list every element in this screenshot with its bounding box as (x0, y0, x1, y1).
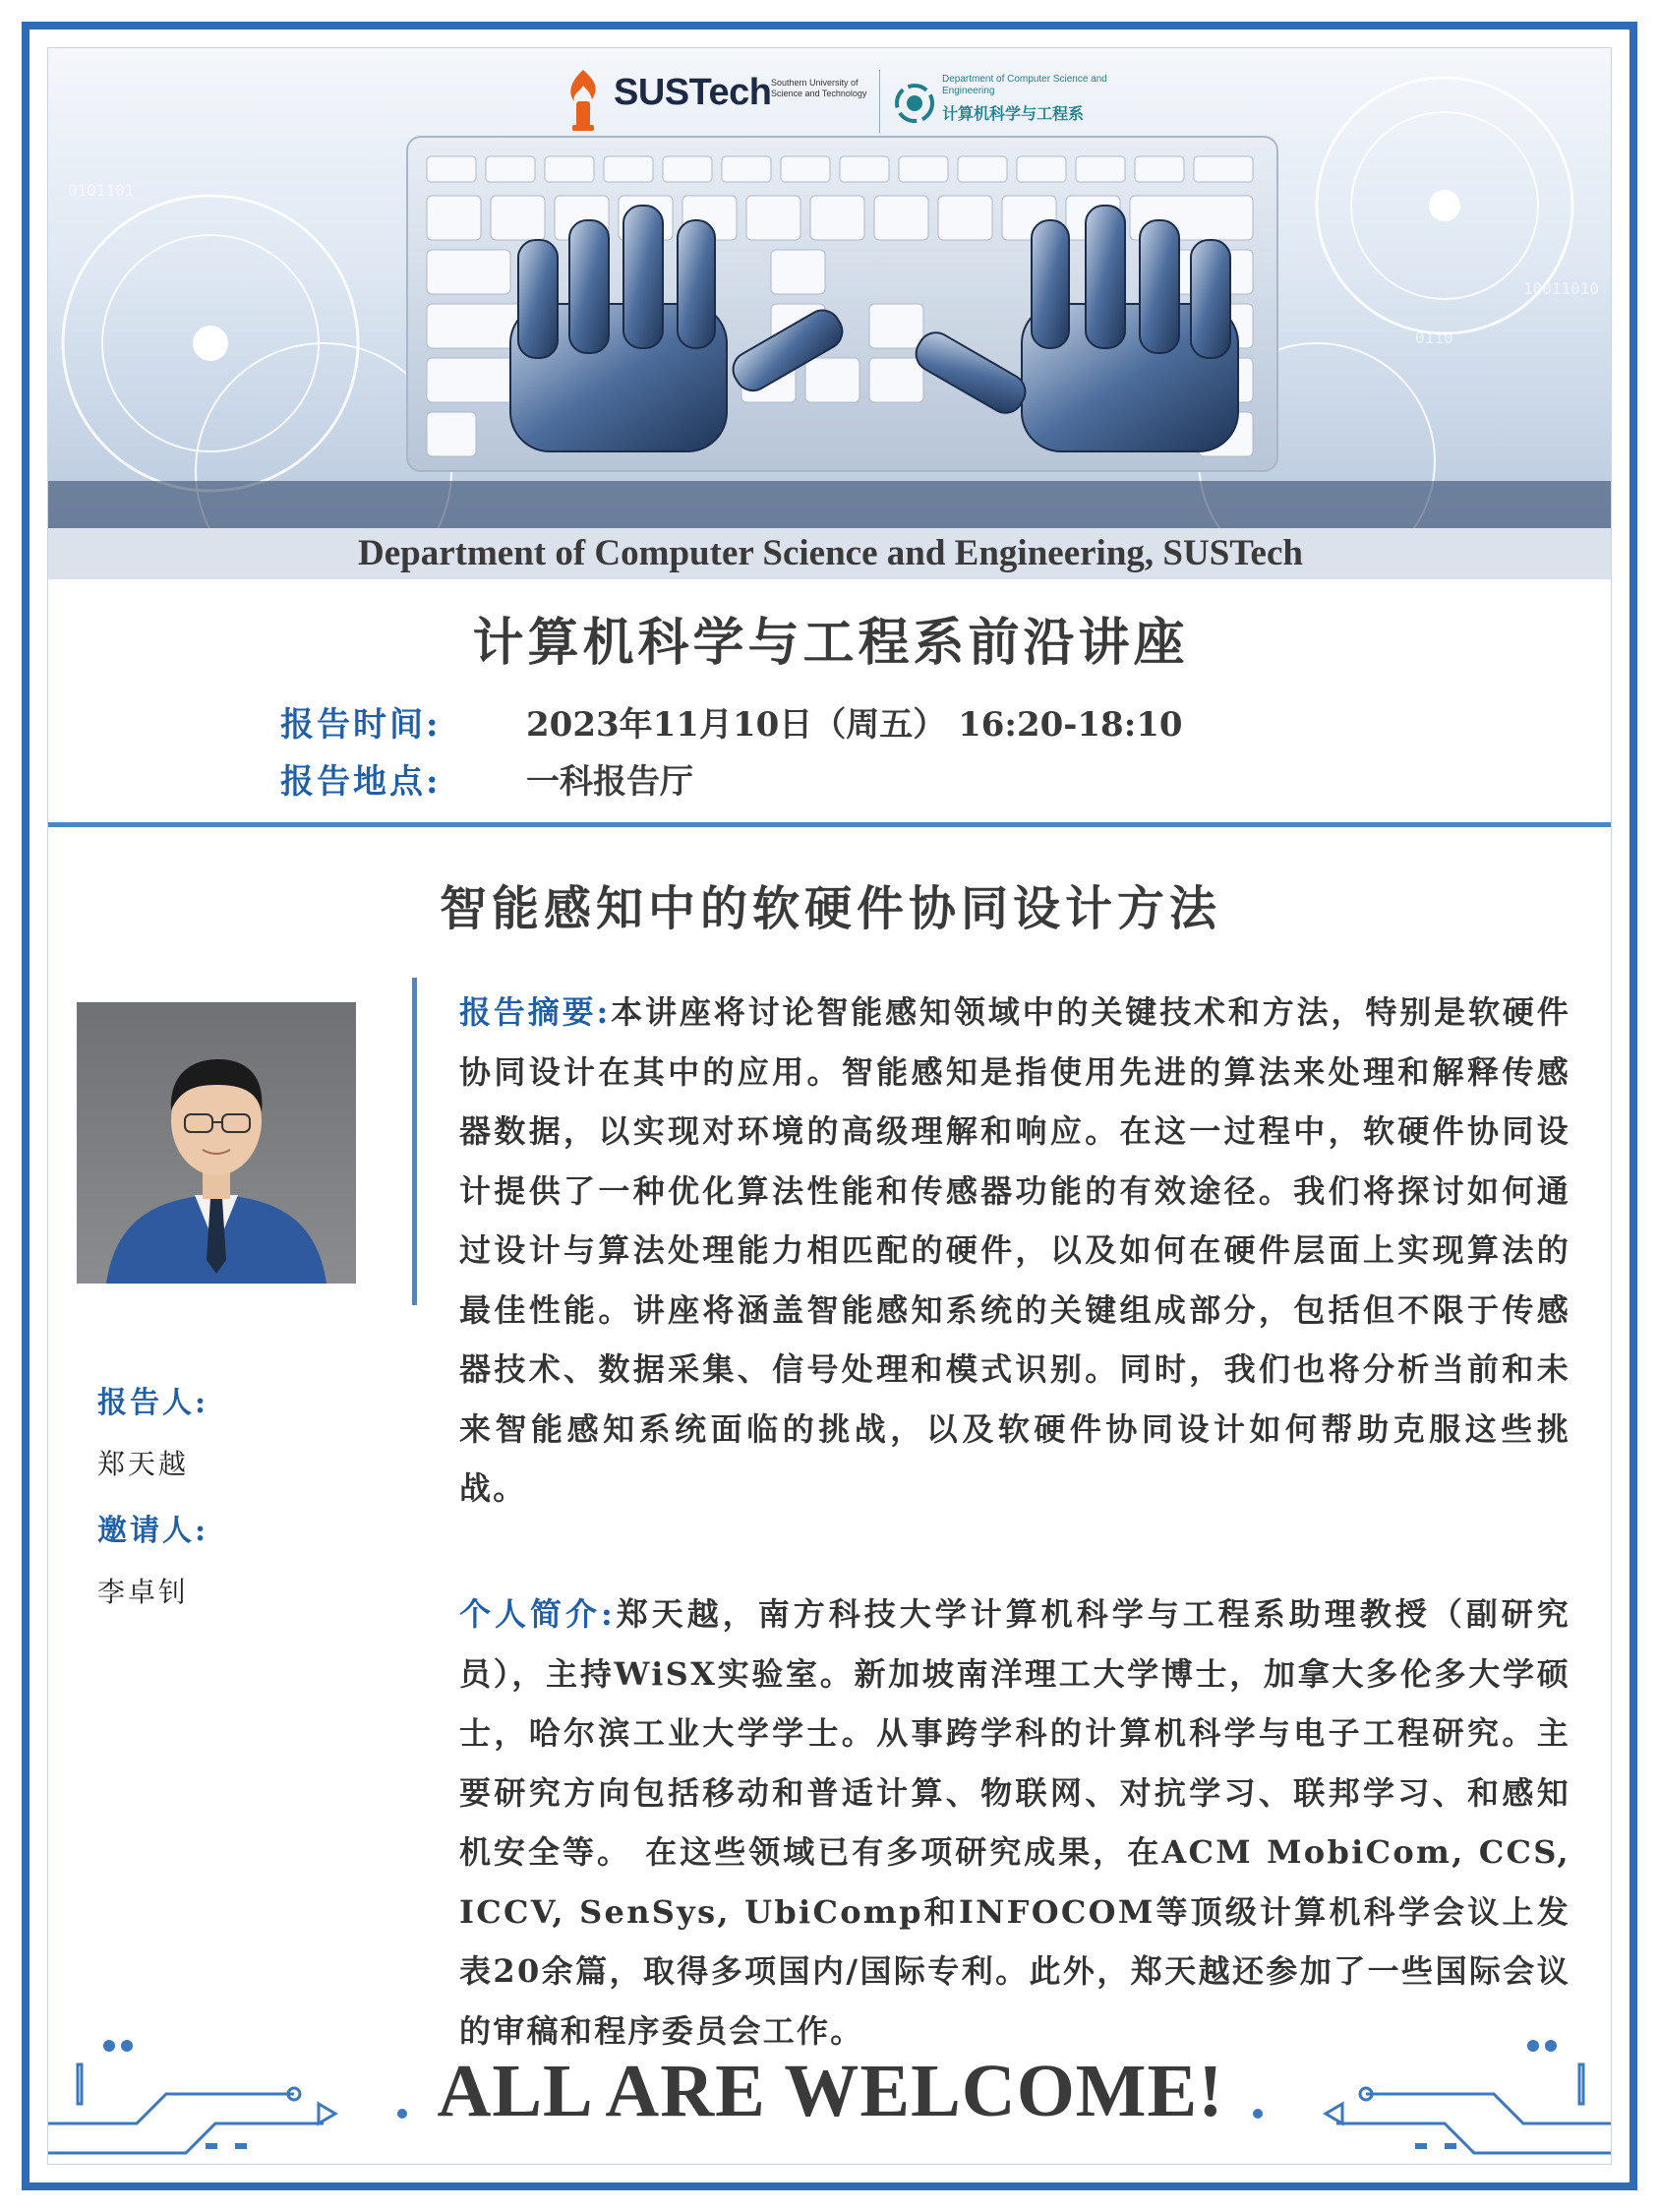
event-title: 计算机科学与工程系前沿讲座 (472, 613, 1189, 673)
svg-text:0110: 0110 (1415, 329, 1453, 347)
department-strip (48, 528, 1612, 579)
header-banner (48, 48, 1612, 528)
torch-icon (559, 66, 608, 135)
abstract-text: 本讲座将讨论智能感知领域中的关键技术和方法，特别是软硬件协同设计在其中的应用。智能感知是指使用先进的算法来处理和解释传感器数据，以实现对环境的高级理解和响应。在这一过程中，软硬件协同设计提供了一种优化算法性能和传感器功能的有效途径。我们将探讨如何通过设计与算法处理能力相匹配的硬件，以及如何在硬件层面上实现算法的最佳性能。讲座将涵盖智能感知系统的关键组成部分，包括但不限于传感器技术、数据采集、信号处理和模式识别。同时，我们也将分析当前和未来智能感知系统面临的挑战，以及软硬件协同设计如何帮助克服这些挑战。 (459, 993, 1570, 1507)
time-row (280, 697, 1183, 746)
host-name: 李卓钊 (97, 1576, 190, 1608)
bio-label: 个人简介: (459, 1595, 616, 1633)
sustech-logo-subtitle: Southern University of Science and Technology (771, 78, 867, 98)
department-line: Department of Computer Science and Engineering, SUSTech (358, 533, 1303, 573)
speaker-portrait-illustration (77, 1002, 356, 1284)
abstract-paragraph (459, 983, 1570, 1519)
section-divider (48, 822, 1612, 827)
bio-paragraph (459, 1584, 1570, 2061)
speaker-name: 郑天越 (97, 1448, 190, 1480)
logo-divider (879, 70, 880, 133)
welcome-banner: ALL ARE WELCOME! (437, 2050, 1224, 2132)
sustech-logo-text: SUSTech (614, 72, 772, 113)
host-label: 邀请人: (97, 1514, 209, 1548)
department-emblem-icon (893, 74, 936, 133)
time-label: 报告时间: (280, 705, 442, 745)
svg-text:10011010: 10011010 (1523, 279, 1600, 298)
logo-row (555, 60, 1145, 143)
abstract-accent-bar (412, 978, 417, 1305)
abstract-label: 报告摘要: (459, 993, 611, 1031)
poster-frame (22, 22, 1637, 2190)
speaker-photo (77, 1002, 356, 1284)
poster-inner (47, 47, 1612, 2165)
time-value: 2023年11月10日（周五） 16:20-18:10 (526, 705, 1183, 745)
bio-text: 郑天越，南方科技大学计算机科学与工程系助理教授（副研究员），主持WiSX实验室。新加坡南洋理工大学博士，加拿大多伦多大学硕士，哈尔滨工业大学学士。从事跨学科的计算机科学与电子工程研究。主要研究方向包括移动和普适计算、物联网、对抗学习、联邦学习、和感知机安全等。 在这些领域已有多项研究成果，在ACM MobiCom, CCS, ICCV, SenSys, UbiComp和INFOCOM等顶级计算机科学会议上发表20余篇，取得多项国内/国际专利。此外，郑天越还参加了一些国际会议的审稿和程序委员会工作。 (459, 1595, 1570, 2050)
department-logo-en: Department of Computer Science and Engineering (942, 74, 1107, 96)
place-label: 报告地点: (280, 762, 442, 802)
place-value: 一科报告厅 (526, 762, 693, 802)
department-logo-zh: 计算机科学与工程系 (942, 104, 1085, 123)
talk-title: 智能感知中的软硬件协同设计方法 (439, 881, 1221, 936)
department-logo (893, 70, 1149, 139)
svg-text:0101101: 0101101 (68, 181, 135, 200)
speaker-label: 报告人: (97, 1386, 209, 1420)
place-row (280, 754, 693, 803)
sustech-logo (555, 60, 867, 143)
